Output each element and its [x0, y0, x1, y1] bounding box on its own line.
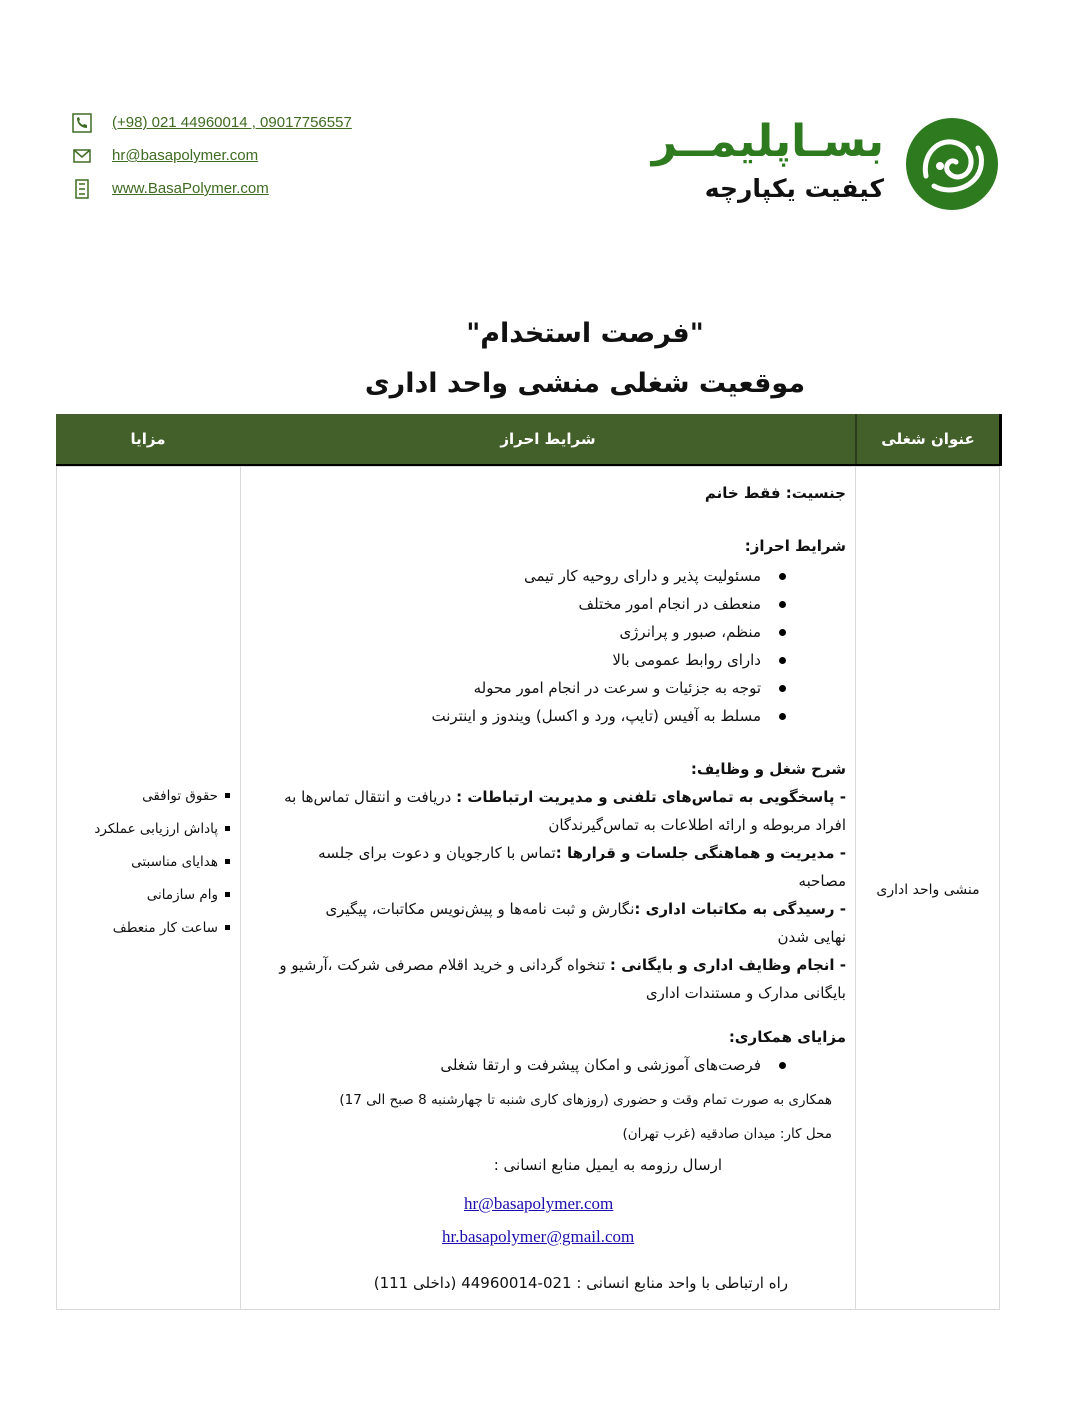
email-link[interactable]: hr@basapolymer.com	[112, 147, 259, 164]
header-requirements: شرایط احراز	[500, 430, 596, 448]
list-item	[579, 595, 846, 613]
duty-text: نگارش و ثبت نامه‌ها و پیش‌نویس مکاتبات، پیگیری	[325, 900, 635, 918]
duty-title: - انجام وظایف اداری و بایگانی :	[609, 956, 846, 974]
header-divider	[855, 414, 857, 464]
duty-line	[284, 788, 846, 806]
list-item: وام سازمانی	[56, 883, 232, 916]
header-job-title: عنوان شغلی	[881, 430, 975, 448]
table-header	[56, 414, 1000, 464]
list-item-text: توجه به جزئیات و سرعت در انجام امور محوله	[473, 679, 761, 697]
duty-line: نهایی شدن	[777, 928, 846, 946]
list-item	[612, 651, 846, 669]
contact-email-row	[72, 139, 352, 172]
contact-website-row	[72, 172, 352, 205]
list-item-text: منظم، صبور و پرانرژی	[619, 623, 761, 641]
list-item: هدایای مناسبتی	[56, 850, 232, 883]
duty-text: دریافت و انتقال تماس‌ها به	[284, 788, 457, 806]
job-title-cell: منشی واحد اداری	[876, 882, 980, 898]
duty-title: - رسیدگی به مکاتبات اداری :	[634, 900, 846, 918]
list-item-text: فرصت‌های آموزشی و امکان پیشرفت و ارتقا شغلی	[440, 1056, 761, 1074]
contact-info	[72, 106, 352, 205]
list-item-text: دارای روابط عمومی بالا	[612, 651, 761, 669]
coop-heading: مزایای همکاری:	[728, 1028, 846, 1046]
logo-emblem-icon	[904, 116, 1000, 212]
duty-line	[326, 900, 847, 918]
duties-heading: شرح شغل و وظایف:	[690, 760, 846, 778]
column-divider	[240, 466, 241, 1310]
duty-line	[318, 844, 846, 862]
hr-email-link[interactable]: hr@basapolymer.com	[464, 1194, 614, 1213]
list-item	[474, 679, 846, 697]
page-subtitle: موقعیت شغلی منشی واحد اداری	[364, 368, 806, 399]
job-table	[56, 414, 1000, 1310]
company-logo	[630, 112, 1010, 222]
send-cv-text: ارسال رزومه به ایمیل منابع انسانی :	[493, 1156, 722, 1174]
gender-text: جنسیت: فقط خانم	[704, 484, 846, 502]
bullet-icon	[779, 685, 786, 692]
bullet-icon	[779, 629, 786, 636]
location-text: محل کار: میدان صادقیه (غرب تهران)	[622, 1126, 832, 1142]
duty-line: مصاحبه	[798, 872, 846, 890]
phone-icon	[72, 113, 92, 133]
req-heading: شرایط احراز:	[744, 537, 846, 555]
web-icon	[72, 179, 92, 199]
schedule-text: همکاری به صورت تمام وقت و حضوری (روزهای کاری شنبه تا چهارشنبه 8 صبح الی 17)	[339, 1092, 832, 1108]
phone-link[interactable]: (+98) 021 44960014 , 09017756557	[112, 114, 352, 131]
list-item	[431, 707, 846, 725]
list-item-text: مسلط به آفیس (تایپ، ورد و اکسل) ویندوز و اینترنت	[431, 707, 761, 725]
list-item	[619, 623, 846, 641]
website-link[interactable]: www.BasaPolymer.com	[112, 180, 269, 197]
page-title: "فرصت استخدام"	[466, 318, 704, 349]
benefits-list	[56, 784, 232, 949]
contact-phone-row	[72, 106, 352, 139]
list-item	[524, 567, 846, 585]
list-item-text: مسئولیت پذیر و دارای روحیه کار تیمی	[523, 567, 761, 585]
gmail-link[interactable]: hr.basapolymer@gmail.com	[442, 1227, 635, 1246]
envelope-icon	[72, 146, 92, 166]
bullet-icon	[779, 713, 786, 720]
bullet-icon	[779, 601, 786, 608]
list-item-text: منعطف در انجام امور مختلف	[578, 595, 761, 613]
duty-title: - پاسخگویی به تماس‌های تلفنی و مدیریت ارتباطات :	[456, 788, 846, 806]
bullet-icon	[779, 1062, 786, 1069]
logo-slogan: کیفیت یکپارچه	[704, 174, 884, 203]
logo-name: بسـاپلیمــر	[651, 116, 884, 167]
list-item: ساعت کار منعطف	[56, 916, 232, 949]
header-benefits: مزایا	[130, 430, 166, 448]
duty-line	[279, 956, 846, 974]
bullet-icon	[779, 573, 786, 580]
list-item: حقوق توافقی	[56, 784, 232, 817]
duty-text: تنخواه گردانی و خرید اقلام مصرفی شرکت ،آرشیو و	[279, 956, 610, 974]
duty-line: افراد مربوطه و ارائه اطلاعات به تماس‌گیرندگان	[548, 816, 846, 834]
duty-line: بایگانی مدارک و مستندات اداری	[645, 984, 846, 1002]
header-edge	[999, 414, 1002, 466]
hr-contact-text: راه ارتباطی با واحد منابع انسانی : 021-44960014 (داخلی 111)	[373, 1274, 788, 1292]
list-item	[440, 1056, 846, 1074]
duty-title: - مدیریت و هماهنگی جلسات و قرارها :	[555, 844, 846, 862]
bullet-icon	[779, 657, 786, 664]
list-item: پاداش ارزیابی عملکرد	[56, 817, 232, 850]
duty-text: تماس با کارجویان و دعوت برای جلسه	[318, 844, 556, 862]
